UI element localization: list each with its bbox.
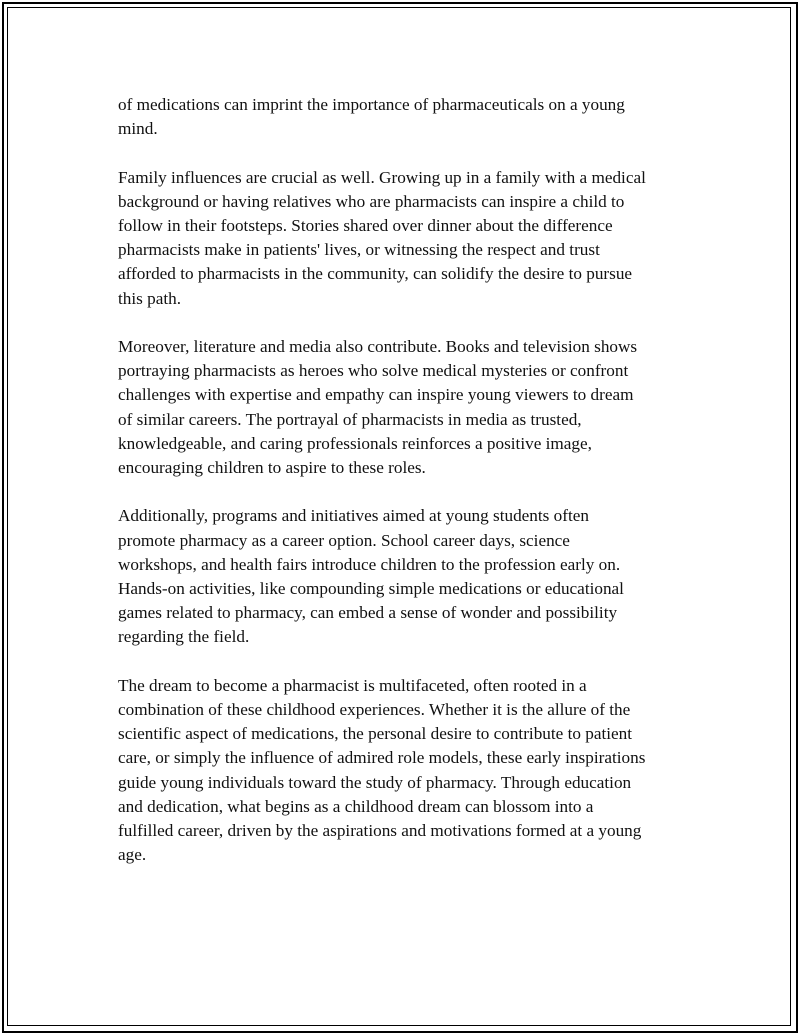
paragraph-line: background or having relatives who are pharmacists can inspire a child to — [118, 191, 625, 211]
paragraph-line: The dream to become a pharmacist is multifaceted, often rooted in a — [118, 675, 587, 695]
paragraph-line: regarding the field. — [118, 627, 250, 647]
paragraph-line: Family influences are crucial as well. Growing up in a family with a medical — [118, 167, 646, 187]
document-body — [118, 93, 688, 892]
paragraph-line: age. — [118, 845, 147, 865]
paragraph-line: games related to pharmacy, can embed a sense of wonder and possibility — [118, 603, 618, 623]
paragraph-3 — [118, 335, 688, 480]
paragraph-line: follow in their footsteps. Stories shared over dinner about the difference — [118, 216, 613, 235]
paragraph-line: afforded to pharmacists in the community, can solidify the desire to pursue — [118, 264, 633, 284]
paragraph-line: Moreover, literature and media also contribute. Books and television shows — [118, 337, 638, 356]
paragraph-line: combination of these childhood experiences. Whether it is the allure of the — [118, 700, 631, 720]
paragraph-line: mind. — [118, 119, 158, 139]
paragraph-line: scientific aspect of medications, the personal desire to contribute to patient — [118, 724, 633, 744]
paragraph-line: knowledgeable, and caring professionals reinforces a positive image, — [118, 433, 592, 453]
paragraph-line: pharmacists make in patients' lives, or witnessing the respect and trust — [118, 240, 600, 260]
paragraph-line: portraying pharmacists as heroes who solve medical mysteries or confront — [118, 361, 629, 381]
paragraph-5 — [118, 674, 688, 868]
paragraph-line: workshops, and health fairs introduce children to the profession early on. — [118, 554, 621, 574]
paragraph-line: care, or simply the influence of admired role models, these early inspirations — [118, 748, 646, 768]
paragraph-2 — [118, 166, 688, 311]
paragraph-line: challenges with expertise and empathy can inspire young viewers to dream — [118, 385, 634, 405]
paragraph-line: this path. — [118, 288, 182, 308]
paragraph-line: Hands-on activities, like compounding simple medications or educational — [118, 579, 624, 599]
paragraph-line: promote pharmacy as a career option. School career days, science — [118, 530, 570, 550]
paragraph-line: of similar careers. The portrayal of pharmacists in media as trusted, — [118, 409, 582, 429]
paragraph-line: and dedication, what begins as a childhood dream can blossom into a — [118, 796, 594, 816]
paragraph-line: encouraging children to aspire to these roles. — [118, 458, 426, 478]
paragraph-4 — [118, 504, 688, 649]
paragraph-line: Additionally, programs and initiatives aimed at young students often — [118, 506, 589, 526]
paragraph-line: fulfilled career, driven by the aspirations and motivations formed at a young — [118, 821, 642, 841]
paragraph-line: guide young individuals toward the study of pharmacy. Through education — [118, 772, 632, 792]
paragraph-line: of medications can imprint the importance of pharmaceuticals on a young — [118, 95, 625, 114]
paragraph-1 — [118, 93, 688, 141]
